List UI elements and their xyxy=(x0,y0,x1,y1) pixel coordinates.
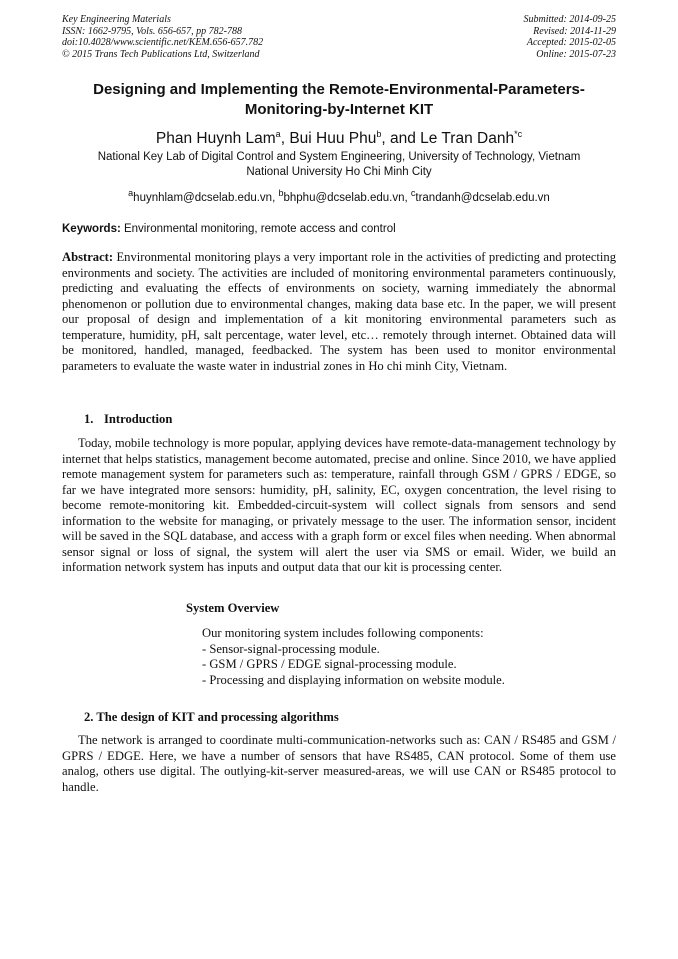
accepted-date: Accepted: 2015-02-05 xyxy=(526,37,616,49)
email-separator: , xyxy=(272,191,279,204)
list-intro: Our monitoring system includes following components: xyxy=(202,626,484,640)
author-1: Phan Huynh Lam xyxy=(155,130,276,148)
introduction-heading xyxy=(84,412,172,427)
section-title: Introduction xyxy=(104,412,173,426)
email-1-mark: a xyxy=(128,188,134,198)
section-2-paragraph: The network is arranged to coordinate multi-communication-networks such as: CAN / RS485 and GSM / GPRS / EDGE. Here, we have a number of sensors that have RS485, CAN protocol. Some of them use analog, others use digital. The outlying-kit-server measured-areas, we will use CAN or RS485 protocol to handle. xyxy=(62,733,616,794)
list-item: - Sensor-signal-processing module. xyxy=(202,641,380,656)
affiliation-line-1: National Key Lab of Digital Control and System Engineering, University of Technology, Vietnam xyxy=(97,151,581,163)
email-2-mark: b xyxy=(278,188,284,198)
list-item: - Processing and displaying information on website module. xyxy=(202,672,505,687)
abstract-text: Environmental monitoring plays a very important role in the activities of predicting and protecting environments and society. The activities are included of monitoring environmental parameters continuously, predicting and evaluating the effects of environments on society, warning immediately the abnormal phenomenon or pollution due to environmental changes, making data base etc. In the paper, we will present our proposal of design and implementation of a kit monitoring environmental parameters such as temperature, humidity, pH, salt percentage, water level, etc… remotely through internet. Obtained data will be monitored, handled, managed, feedbacked. The system has been used to monitor environmental parameters to evaluate the waste water in industrial zones in Ho chi minh City, Vietnam. xyxy=(62,250,616,373)
abstract xyxy=(62,250,616,374)
email-2: bhphu@dcselab.edu.vn xyxy=(283,191,405,204)
author-2-mark: b xyxy=(376,129,382,139)
author-3-mark: *c xyxy=(514,129,523,139)
system-overview-heading: System Overview xyxy=(186,601,280,615)
dates-info xyxy=(524,14,617,60)
journal-info xyxy=(62,14,263,60)
email-3-mark: c xyxy=(410,188,416,198)
email-separator: , xyxy=(404,191,411,204)
author-1-mark: a xyxy=(275,129,281,139)
author-list xyxy=(60,124,618,149)
author-2: Bui Huu Phu xyxy=(289,130,377,148)
system-overview-list xyxy=(202,626,505,688)
copyright-line: © 2015 Trans Tech Publications Ltd, Switzerland xyxy=(62,48,260,60)
author-emails xyxy=(60,186,618,206)
author-separator: , and xyxy=(381,130,421,148)
online-date: Online: 2015-07-23 xyxy=(536,48,616,60)
keywords-text: Environmental monitoring, remote access and control xyxy=(120,223,396,235)
author-3: Le Tran Danh xyxy=(420,130,515,148)
section-2-heading: 2. The design of KIT and processing algorithms xyxy=(84,710,339,724)
email-1: huynhlam@dcselab.edu.vn xyxy=(133,191,273,204)
introduction-paragraph: Today, mobile technology is more popular, applying devices have remote-data-management technology by internet that helps statistics, management become automated, precise and online. Since 2010, we have applied remote management system for parameters such as: temperature, rainfall through GSM / GPRS / EDGE, so far we have integrated more sensors: humidity, pH, salinity, EC, oxygen concentration, the level rising to become remote-monitoring kit. Embedded-circuit-system will collect signals from sensors and send information to the website for managing, or privately message to the user. The information sensor, incident will be saved in the SQL database, and access with a graph form or excel files when needing. When abnormal sensor signal or loss of signal, the system will alert the user via SMS or email. Wider, we build an information network system has inputs and output data that our kit is processing center. xyxy=(62,436,616,574)
keywords-label: Keywords: xyxy=(62,223,121,235)
paper-title xyxy=(60,80,618,120)
affiliation-line-2: National University Ho Chi Minh City xyxy=(246,166,432,178)
title-line-1: Designing and Implementing the Remote-Environmental-Parameters- xyxy=(93,81,585,98)
list-item: - GSM / GPRS / EDGE signal-processing module. xyxy=(202,657,457,671)
issn-line: ISSN: 1662-9795, Vols. 656-657, pp 782-788 xyxy=(62,25,242,37)
keywords xyxy=(62,222,616,237)
journal-header xyxy=(62,14,616,60)
doi-line: doi:10.4028/www.scientific.net/KEM.656-657.782 xyxy=(62,37,264,49)
author-separator: , xyxy=(280,130,290,148)
section-number: 1. xyxy=(84,412,94,426)
submitted-date: Submitted: 2014-09-25 xyxy=(523,14,616,25)
affiliation xyxy=(60,150,618,180)
title-line-2: Monitoring-by-Internet KIT xyxy=(244,101,434,118)
abstract-label: Abstract: xyxy=(62,250,114,264)
revised-date: Revised: 2014-11-29 xyxy=(533,25,616,37)
email-3: trandanh@dcselab.edu.vn xyxy=(415,191,550,204)
journal-name: Key Engineering Materials xyxy=(62,14,171,25)
